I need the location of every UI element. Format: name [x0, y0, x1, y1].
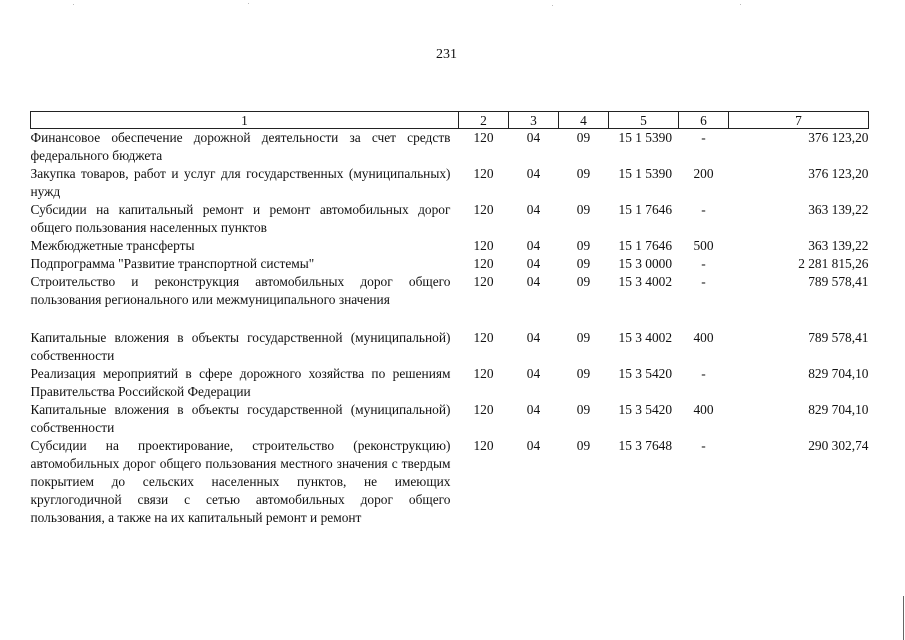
cell-col5: 15 1 5390 [618, 130, 673, 145]
cell-amount: 363 139,22 [808, 238, 869, 253]
cell-col4: 09 [576, 330, 591, 345]
cell-col2: 120 [473, 166, 494, 181]
cell-col6: - [701, 130, 706, 145]
table-row [31, 329, 869, 365]
cell-col4: 09 [576, 256, 591, 271]
cell-col2: 120 [473, 402, 494, 417]
table-row [31, 401, 869, 437]
column-header: 2 [459, 112, 509, 129]
cell-col6: - [701, 202, 706, 217]
column-header: 7 [729, 112, 869, 129]
row-name: Закупка товаров, работ и услуг для государственных (муниципальных) нужд [30, 166, 451, 199]
row-name: Реализация мероприятий в сфере дорожного хозяйства по решениям Правительства Российской Федерации [30, 366, 451, 399]
cell-col2: 120 [473, 438, 494, 453]
table-row [31, 201, 869, 237]
cell-col2: 120 [473, 274, 494, 289]
cell-col5: 15 3 0000 [618, 256, 673, 271]
column-header: 1 [31, 112, 459, 129]
cell-col2: 120 [473, 366, 494, 381]
cell-col2: 120 [473, 238, 494, 253]
cell-amount: 290 302,74 [808, 438, 869, 453]
cell-col3: 04 [526, 202, 541, 217]
column-header: 5 [609, 112, 679, 129]
cell-col4: 09 [576, 438, 591, 453]
row-name: Финансовое обеспечение дорожной деятельности за счет средств федерального бюджета [30, 130, 451, 163]
row-name: Межбюджетные трансферты [30, 238, 195, 253]
column-header: 4 [559, 112, 609, 129]
cell-amount: 789 578,41 [808, 274, 869, 289]
table-row [31, 255, 869, 273]
cell-col6: 400 [693, 330, 714, 345]
cell-amount: 363 139,22 [808, 202, 869, 217]
cell-col4: 09 [576, 366, 591, 381]
table-row [31, 437, 869, 527]
column-header: 3 [509, 112, 559, 129]
cell-col2: 120 [473, 330, 494, 345]
cell-col5: 15 1 7646 [618, 202, 673, 217]
cell-col6: 200 [693, 166, 714, 181]
table-row [31, 165, 869, 201]
cell-col6: - [701, 274, 706, 289]
cell-amount: 376 123,20 [808, 166, 869, 181]
row-name: Капитальные вложения в объекты государственной (муниципальной) собственности [30, 402, 451, 435]
cell-col3: 04 [526, 330, 541, 345]
cell-amount: 376 123,20 [808, 130, 869, 145]
cell-col5: 15 3 5420 [618, 366, 673, 381]
row-name: Подпрограмма "Развитие транспортной системы" [30, 256, 315, 271]
table-row [31, 273, 869, 309]
cell-col3: 04 [526, 438, 541, 453]
cell-col5: 15 3 4002 [618, 330, 673, 345]
cell-amount: 829 704,10 [808, 402, 869, 417]
cell-col5: 15 1 5390 [618, 166, 673, 181]
budget-table [30, 111, 869, 527]
table-row [31, 129, 869, 166]
cell-col3: 04 [526, 256, 541, 271]
cell-col2: 120 [473, 202, 494, 217]
cell-amount: 789 578,41 [808, 330, 869, 345]
cell-col3: 04 [526, 274, 541, 289]
scan-speck [552, 5, 553, 6]
cell-col6: - [701, 256, 706, 271]
scan-speck [73, 4, 74, 5]
column-header: 6 [679, 112, 729, 129]
cell-col3: 04 [526, 402, 541, 417]
scan-speck [248, 3, 249, 4]
scan-speck [740, 4, 741, 5]
cell-col4: 09 [576, 130, 591, 145]
scan-edge-mark [903, 596, 904, 640]
cell-col2: 120 [473, 256, 494, 271]
row-name: Субсидии на проектирование, строительство (реконструкцию) автомобильных дорог общего пользования местного значения с твердым покрытием до сельских населенных пунктов, не имеющих круглогодичной связи с сетью автомобильных дорог общего пользования, а также на их капитальный ремонт и ремонт [30, 438, 451, 525]
cell-col6: 400 [693, 402, 714, 417]
cell-col4: 09 [576, 238, 591, 253]
cell-amount: 829 704,10 [808, 366, 869, 381]
page-number: 231 [436, 47, 457, 62]
row-name: Субсидии на капитальный ремонт и ремонт автомобильных дорог общего пользования населенных пунктов [30, 202, 451, 235]
cell-col3: 04 [526, 366, 541, 381]
cell-col5: 15 3 7648 [618, 438, 673, 453]
table-header-row [31, 112, 869, 129]
cell-col6: - [701, 438, 706, 453]
table-row [31, 237, 869, 255]
cell-col4: 09 [576, 274, 591, 289]
cell-col2: 120 [473, 130, 494, 145]
cell-col6: 500 [693, 238, 714, 253]
table-row [31, 365, 869, 401]
cell-col3: 04 [526, 238, 541, 253]
cell-col4: 09 [576, 402, 591, 417]
cell-amount: 2 281 815,26 [798, 256, 869, 271]
cell-col6: - [701, 366, 706, 381]
cell-col4: 09 [576, 166, 591, 181]
cell-col3: 04 [526, 130, 541, 145]
table-spacer-row [31, 309, 869, 329]
row-name: Строительство и реконструкция автомобильных дорог общего пользования регионального или межмуниципального значения [30, 274, 451, 307]
row-name: Капитальные вложения в объекты государственной (муниципальной) собственности [30, 330, 451, 363]
cell-col5: 15 1 7646 [618, 238, 673, 253]
cell-col5: 15 3 4002 [618, 274, 673, 289]
cell-col3: 04 [526, 166, 541, 181]
cell-col4: 09 [576, 202, 591, 217]
cell-col5: 15 3 5420 [618, 402, 673, 417]
spacer-cell [31, 309, 869, 329]
